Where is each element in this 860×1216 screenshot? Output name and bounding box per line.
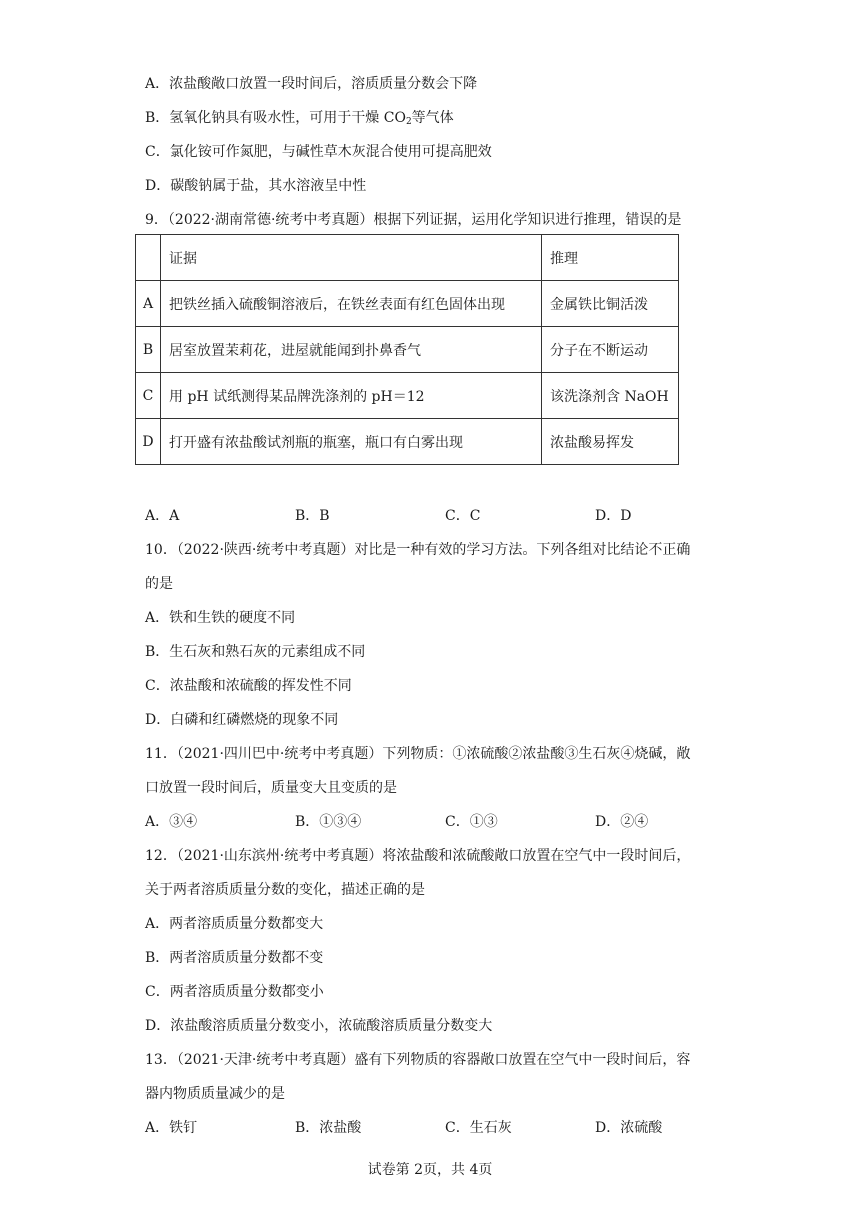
- table-row: [136, 419, 679, 465]
- q12-stem-line2: 关于两者溶质质量分数的变化，描述正确的是: [145, 882, 425, 898]
- row-label: C: [136, 373, 161, 419]
- q8-option-b: [145, 108, 454, 132]
- q13-stem-line2: 器内物质质量减少的是: [145, 1086, 285, 1102]
- q8-option-d: D．碳酸钠属于盐，其水溶液呈中性: [145, 178, 367, 194]
- q11-option-b: B．①③④: [295, 814, 362, 830]
- row-evidence: 居室放置茉莉花，进屋就能闻到扑鼻香气: [161, 327, 542, 373]
- table-row: [136, 281, 679, 327]
- q9-option-a: A．A: [145, 508, 180, 524]
- row-inference: 浓盐酸易挥发: [542, 419, 679, 465]
- q11-option-d: D．②④: [595, 814, 649, 830]
- q11-stem-line1: 11．（2021·四川巴中·统考中考真题）下列物质：①浓硫酸②浓盐酸③生石灰④烧碱，敞: [145, 746, 691, 762]
- row-label: D: [136, 419, 161, 465]
- q8-option-c: C．氯化铵可作氮肥，与碱性草木灰混合使用可提高肥效: [145, 144, 492, 160]
- table-header-label: [136, 235, 161, 281]
- q11-option-a: A．③④: [145, 814, 198, 830]
- q12-option-b: B．两者溶质质量分数都不变: [145, 950, 324, 966]
- q9-option-b: B．B: [295, 508, 330, 524]
- row-inference: 分子在不断运动: [542, 327, 679, 373]
- q10-option-a: A．铁和生铁的硬度不同: [145, 610, 296, 626]
- q9-evidence-table: [135, 234, 679, 465]
- row-label: A: [136, 281, 161, 327]
- table-header-evidence: 证据: [161, 235, 542, 281]
- row-label: B: [136, 327, 161, 373]
- table-header-row: [136, 235, 679, 281]
- q8-option-b-text: B．氢氧化钠具有吸水性，可用于干燥 CO: [145, 110, 406, 126]
- q13-option-a: A．铁钉: [145, 1120, 198, 1136]
- q9-option-d: D．D: [595, 508, 632, 524]
- q12-option-d: D．浓盐酸溶质质量分数变小，浓硫酸溶质质量分数变大: [145, 1018, 493, 1034]
- row-inference: 金属铁比铜活泼: [542, 281, 679, 327]
- q9-option-c: C．C: [445, 508, 481, 524]
- q13-stem-line1: 13．（2021·天津·统考中考真题）盛有下列物质的容器敞口放置在空气中一段时间后，容: [145, 1052, 691, 1068]
- q12-option-c: C．两者溶质质量分数都变小: [145, 984, 324, 1000]
- q9-stem: 9．（2022·湖南常德·统考中考真题）根据下列证据，运用化学知识进行推理，错误的是: [145, 212, 682, 228]
- q13-option-b: B．浓盐酸: [295, 1120, 362, 1136]
- q8-option-a: A．浓盐酸敞口放置一段时间后，溶质质量分数会下降: [145, 76, 478, 92]
- row-evidence: 打开盛有浓盐酸试剂瓶的瓶塞，瓶口有白雾出现: [161, 419, 542, 465]
- q12-stem-line1: 12．（2021·山东滨州·统考中考真题）将浓盐酸和浓硫酸敞口放置在空气中一段时间后，: [145, 848, 691, 864]
- q10-option-d: D．白磷和红磷燃烧的现象不同: [145, 712, 339, 728]
- page-footer: 试卷第 2页，共 4页: [367, 1162, 493, 1178]
- q10-option-b: B．生石灰和熟石灰的元素组成不同: [145, 644, 366, 660]
- row-evidence: 把铁丝插入硫酸铜溶液后，在铁丝表面有红色固体出现: [161, 281, 542, 327]
- table-row: [136, 327, 679, 373]
- q10-stem-line2: 的是: [145, 576, 173, 592]
- q12-option-a: A．两者溶质质量分数都变大: [145, 916, 324, 932]
- q8-option-b-suffix: 等气体: [411, 110, 454, 126]
- q11-stem-line2: 口放置一段时间后，质量变大且变质的是: [145, 780, 397, 796]
- q11-option-c: C．①③: [445, 814, 498, 830]
- q13-option-d: D．浓硫酸: [595, 1120, 663, 1136]
- q8-option-b-subscript: 2: [405, 117, 412, 127]
- q10-stem-line1: 10．（2022·陕西·统考中考真题）对比是一种有效的学习方法。下列各组对比结论不正确: [145, 542, 691, 558]
- row-evidence: 用 pH 试纸测得某品牌洗涤剂的 pH＝12: [161, 373, 542, 419]
- q10-option-c: C．浓盐酸和浓硫酸的挥发性不同: [145, 678, 352, 694]
- table-row: [136, 373, 679, 419]
- table-header-inference: 推理: [542, 235, 679, 281]
- row-inference: 该洗涤剂含 NaOH: [542, 373, 679, 419]
- q13-option-c: C．生石灰: [445, 1120, 512, 1136]
